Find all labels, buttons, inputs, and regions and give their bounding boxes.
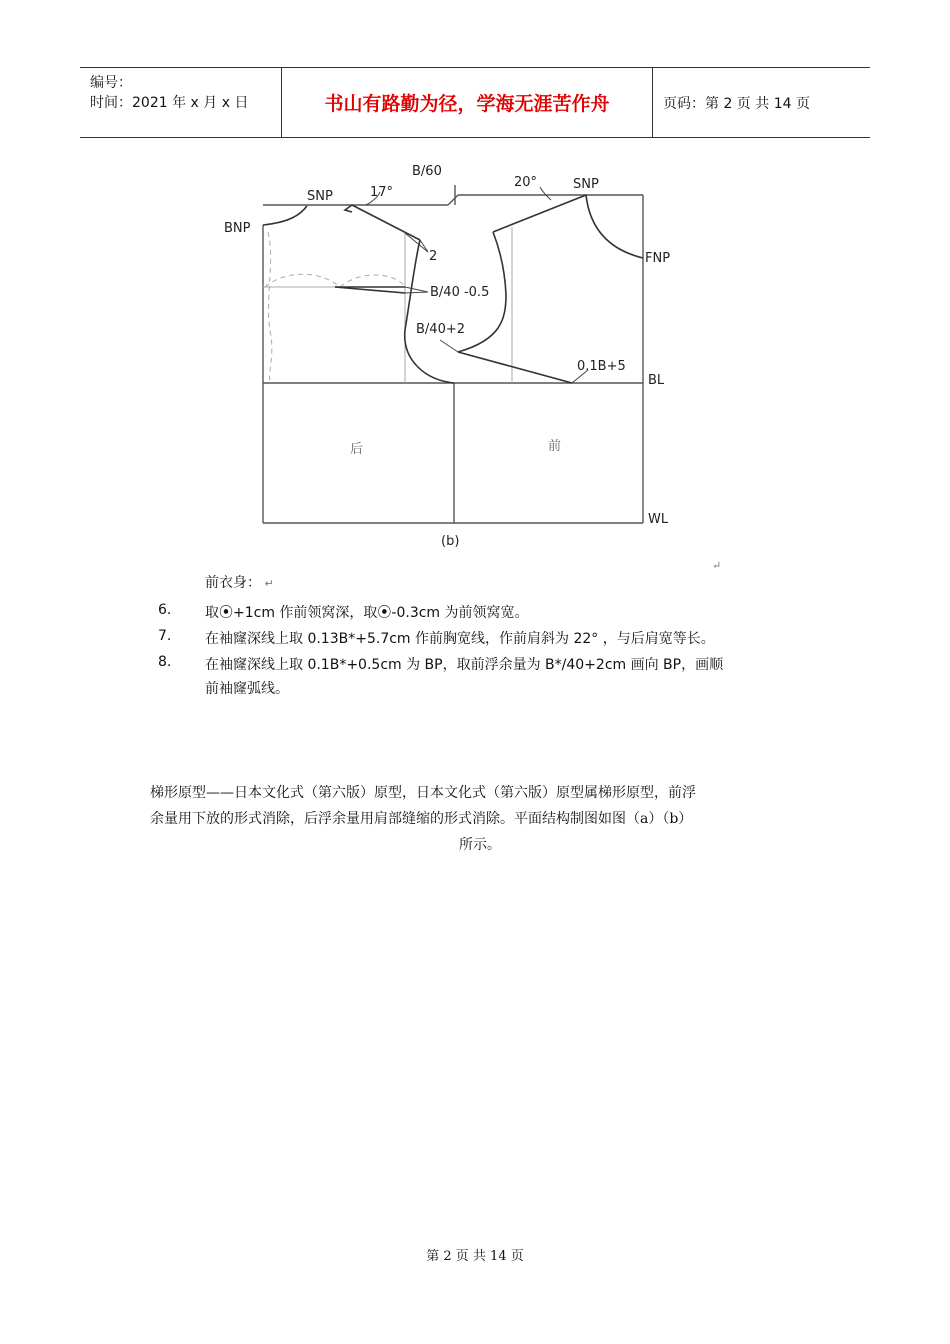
pattern-draft-diagram <box>200 155 720 555</box>
label-angle20: 20° <box>514 175 538 190</box>
label-wl: WL <box>648 512 669 527</box>
label-snp-back: SNP <box>307 189 333 204</box>
leader-b40-a <box>405 287 428 292</box>
leader-b40-b <box>405 292 428 293</box>
back-neckline <box>263 206 307 225</box>
front-shoulder-line <box>493 195 586 232</box>
paragraph-line: 梯形原型——日本文化式（第六版）原型，日本文化式（第六版）原型属梯形原型，前浮 <box>150 785 696 801</box>
return-mark: ↵ <box>261 577 274 590</box>
page-footer: 第 2 页 共 14 页 <box>426 1249 524 1264</box>
front-neckline <box>586 195 643 258</box>
header-page-label: 页码：第 2 页 共 14 页 <box>663 95 810 112</box>
back-snp-tick <box>345 205 352 212</box>
label-front: 前 <box>548 439 562 454</box>
label-snp-front: SNP <box>573 177 599 192</box>
leader-2-a <box>405 233 428 252</box>
label-back: 后 <box>350 442 364 457</box>
header-table <box>80 67 870 138</box>
label-fnp: FNP <box>645 251 671 266</box>
label-01b: 0.1B+5 <box>577 359 626 374</box>
header-motto: 书山有路勤为径，学海无涯苦作舟 <box>282 68 653 137</box>
step-number: 7. <box>158 628 172 644</box>
document-number-label: 编号： <box>90 75 132 91</box>
back-dart-lower <box>335 287 405 293</box>
back-shoulder-line <box>352 205 420 240</box>
label-b40-plus: B/40+2 <box>416 322 466 337</box>
label-angle17: 17° <box>370 185 394 200</box>
label-bnp: BNP <box>224 221 251 236</box>
header-info-cell <box>80 68 282 137</box>
step-text: 取⦿+1cm 作前领窝深，取⦿-0.3cm 为前领窝宽。 <box>205 605 529 621</box>
return-mark: ↵ <box>712 559 722 572</box>
dashed-curve-left <box>268 232 272 383</box>
paragraph-line: 所示。 <box>459 837 501 853</box>
step-text: 在袖窿深线上取 0.1B*+0.5cm 为 BP，取前浮余量为 B*/40+2cm 画向 BP，画顺 <box>205 657 724 673</box>
b60-step-line <box>448 195 458 205</box>
body-paragraph <box>150 780 810 858</box>
front-dart-line <box>458 352 572 383</box>
label-b60: B/60 <box>412 164 442 179</box>
dashed-curve-top <box>265 274 405 287</box>
document-time-label: 时间：2021 年 x 月 x 日 <box>90 95 249 111</box>
step-text: 在袖窿深线上取 0.13B*+5.7cm 作前胸宽线，作前肩斜为 22° ，与后肩宽等长。 <box>205 631 715 647</box>
steps-heading: 前衣身： <box>205 575 261 591</box>
label-two: 2 <box>429 249 438 264</box>
leader-b40-2 <box>440 340 458 352</box>
step-number: 8. <box>158 654 172 670</box>
diagram-caption: (b) <box>441 534 460 549</box>
label-bl: BL <box>648 373 665 388</box>
paragraph-line: 余量用下放的形式消除，后浮余量用肩部缝缩的形式消除。平面结构制图如图（a）（b） <box>150 811 693 827</box>
label-b40-minus: B/40 -0.5 <box>430 285 490 300</box>
step-text: 前袖窿弧线。 <box>205 681 289 697</box>
angle20-arc <box>540 187 551 200</box>
step-number: 6. <box>158 602 172 618</box>
